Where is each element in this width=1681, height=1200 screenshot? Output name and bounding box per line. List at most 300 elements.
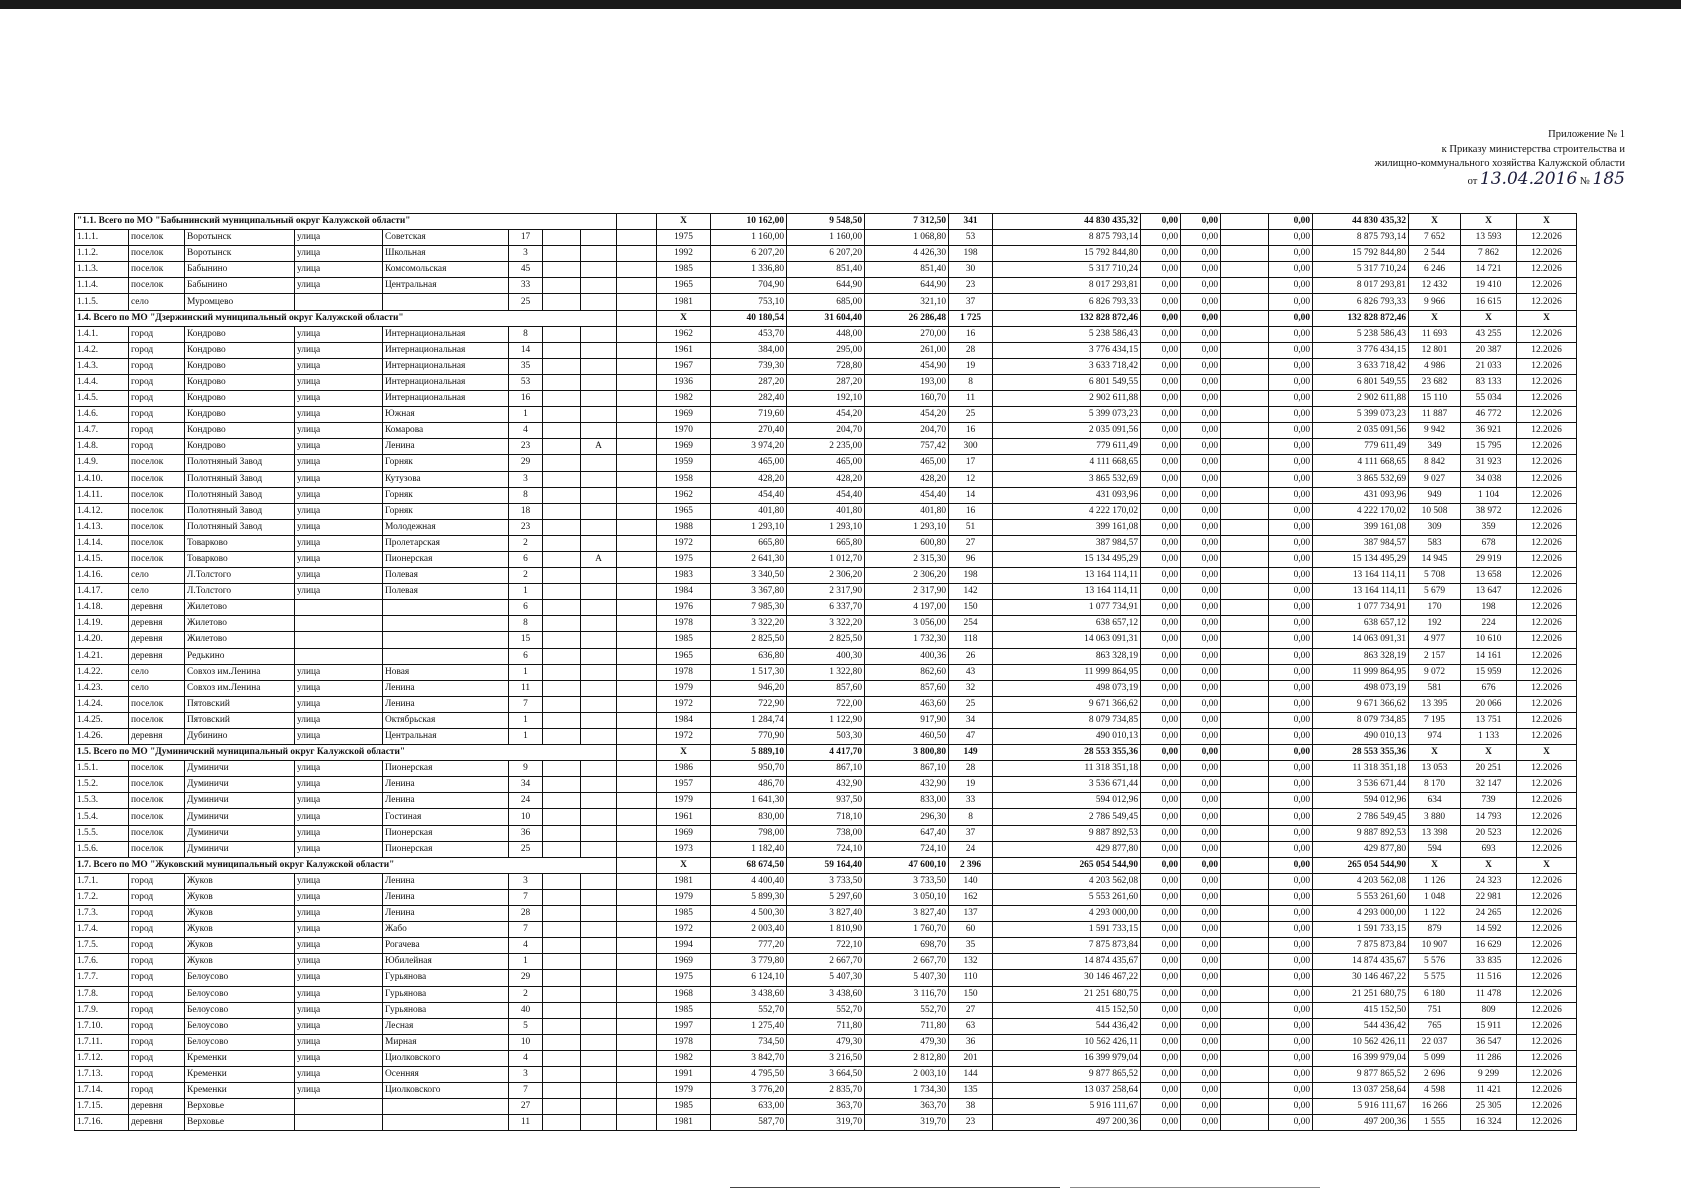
cell-residents: 23 [949, 1115, 993, 1131]
cell-building [543, 568, 581, 584]
cell-cost-total: 863 328,19 [993, 648, 1141, 664]
cell-residents: 25 [949, 696, 993, 712]
cell-letter: А [581, 551, 617, 567]
cell-spacer2 [1221, 535, 1269, 551]
table-row [75, 729, 1636, 745]
cell-regional: 0,00 [1181, 906, 1221, 922]
cell-letter [581, 584, 617, 600]
cell-street-type [295, 294, 383, 310]
cell-street-type: улица [295, 358, 383, 374]
cell-house: 34 [509, 777, 543, 793]
cell-building [543, 503, 581, 519]
cell-street: Интернациональная [383, 374, 509, 390]
cell-year: 1981 [657, 294, 711, 310]
cell-street-type: улица [295, 1083, 383, 1099]
cell-area-residents: 857,60 [865, 680, 949, 696]
cell-total-area: 486,70 [711, 777, 787, 793]
cell-living-area: 204,70 [787, 423, 865, 439]
cell-local: 2 786 549,45 [1313, 809, 1409, 825]
cell-total-area: 770,90 [711, 729, 787, 745]
cell-area-residents: 917,90 [865, 712, 949, 728]
cell-living-area: 2 667,70 [787, 954, 865, 970]
cell-area-residents: 1 732,30 [865, 632, 949, 648]
cell-spacer [617, 664, 657, 680]
cell-owners: 634 [1409, 793, 1461, 809]
cell-price: X [1517, 857, 1577, 873]
cell-living-area: 9 548,50 [787, 214, 865, 230]
cell-num: 1.7.12. [75, 1050, 129, 1066]
cell-letter [581, 761, 617, 777]
cell-settlement-type: поселок [129, 262, 185, 278]
cell-cost-total: 5 553 261,60 [993, 889, 1141, 905]
cell-fund: 0,00 [1141, 551, 1181, 567]
cell-area-residents: 7 312,50 [865, 214, 949, 230]
cell-fund: 0,00 [1141, 664, 1181, 680]
table-row [75, 503, 1636, 519]
cell-spacer [617, 391, 657, 407]
cell-house: 15 [509, 632, 543, 648]
cell-year: 1982 [657, 391, 711, 407]
cell-residents: 341 [949, 214, 993, 230]
cell-street-type [295, 616, 383, 632]
cell-letter [581, 664, 617, 680]
cell-owners: 15 110 [1409, 391, 1461, 407]
cell-spec: 38 972 [1461, 503, 1517, 519]
cell-settlement: Кондрово [185, 374, 295, 390]
cell-fund: 0,00 [1141, 1099, 1181, 1115]
cell-spacer [617, 1099, 657, 1115]
cell-house: 23 [509, 439, 543, 455]
cell-num: 1.4.11. [75, 487, 129, 503]
cell-local: 498 073,19 [1313, 680, 1409, 696]
table-row [75, 1115, 1636, 1131]
cell-regional: 0,00 [1181, 729, 1221, 745]
cell-letter [581, 632, 617, 648]
cell-spec: 36 921 [1461, 423, 1517, 439]
cell-spacer2 [1221, 519, 1269, 535]
cell-area-residents: 711,80 [865, 1018, 949, 1034]
cell-fund: 0,00 [1141, 793, 1181, 809]
cell-street: Гурьянова [383, 1002, 509, 1018]
cell-regional: 0,00 [1181, 487, 1221, 503]
cell-spacer2 [1221, 1066, 1269, 1082]
cell-settlement: Пятовский [185, 696, 295, 712]
cell-house: 1 [509, 584, 543, 600]
cell-building [543, 1034, 581, 1050]
cell-residents: 28 [949, 761, 993, 777]
cell-street: Интернациональная [383, 358, 509, 374]
cell-living-area: 454,40 [787, 487, 865, 503]
cell-settlement: Бабынино [185, 278, 295, 294]
cell-cost-total: 3 865 532,69 [993, 471, 1141, 487]
table-row [75, 1034, 1636, 1050]
cell-street-type [295, 648, 383, 664]
cell-total-area: 722,90 [711, 696, 787, 712]
cell-year: 1982 [657, 1050, 711, 1066]
cell-owners: 170 [1409, 600, 1461, 616]
cell-living-area: 6 337,70 [787, 600, 865, 616]
cell-residents: 34 [949, 712, 993, 728]
cell-spec: 20 251 [1461, 761, 1517, 777]
cell-regional: 0,00 [1181, 278, 1221, 294]
cell-residents: 37 [949, 294, 993, 310]
cell-year: 1972 [657, 922, 711, 938]
cell-settlement-type: село [129, 680, 185, 696]
cell-letter [581, 423, 617, 439]
cell-fund: 0,00 [1141, 1034, 1181, 1050]
cell-street-type: улица [295, 1034, 383, 1050]
cell-street: Рогачева [383, 938, 509, 954]
cell-fund: 0,00 [1141, 423, 1181, 439]
cell-settlement: Жилетово [185, 600, 295, 616]
cell-owners: 2 544 [1409, 246, 1461, 262]
cell-area-residents: 862,60 [865, 664, 949, 680]
cell-fund: 0,00 [1141, 761, 1181, 777]
cell-residents: 16 [949, 326, 993, 342]
cell-building [543, 262, 581, 278]
cell-house: 6 [509, 600, 543, 616]
cell-regional: 0,00 [1181, 938, 1221, 954]
cell-living-area: 2 835,70 [787, 1083, 865, 1099]
cell-area-residents: 1 760,70 [865, 922, 949, 938]
number-prefix: № [1579, 175, 1590, 187]
cell-residents: 19 [949, 358, 993, 374]
cell-other: 0,00 [1269, 439, 1313, 455]
cell-price: 12.2026 [1517, 230, 1577, 246]
cell-price: 12.2026 [1517, 342, 1577, 358]
cell-total-area: 3 367,80 [711, 584, 787, 600]
cell-spec: 29 919 [1461, 551, 1517, 567]
table-row [75, 519, 1636, 535]
table-row [75, 680, 1636, 696]
cell-regional: 0,00 [1181, 841, 1221, 857]
cell-total-area: 5 889,10 [711, 745, 787, 761]
cell-fund: 0,00 [1141, 214, 1181, 230]
cell-total-area: 10 162,00 [711, 214, 787, 230]
cell-building [543, 535, 581, 551]
cell-year: X [657, 310, 711, 326]
cell-num: 1.7.3. [75, 906, 129, 922]
cell-building [543, 1018, 581, 1034]
cell-price: 12.2026 [1517, 600, 1577, 616]
cell-other: 0,00 [1269, 294, 1313, 310]
cell-spacer [617, 906, 657, 922]
cell-street-type: улица [295, 487, 383, 503]
cell-num: 1.5.2. [75, 777, 129, 793]
cell-owners: 583 [1409, 535, 1461, 551]
cell-cost-total: 4 293 000,00 [993, 906, 1141, 922]
cell-residents: 150 [949, 986, 993, 1002]
cell-spacer2 [1221, 729, 1269, 745]
cell-year: 1968 [657, 986, 711, 1002]
cell-living-area: 3 216,50 [787, 1050, 865, 1066]
cell-settlement: Думиничи [185, 793, 295, 809]
cell-year: 1985 [657, 632, 711, 648]
cell-local: 15 134 495,29 [1313, 551, 1409, 567]
table-row [75, 616, 1636, 632]
cell-num: 1.4.8. [75, 439, 129, 455]
cell-residents: 201 [949, 1050, 993, 1066]
cell-settlement-type: город [129, 1034, 185, 1050]
cell-street-type: улица [295, 729, 383, 745]
cell-house: 1 [509, 954, 543, 970]
cell-local: 15 792 844,80 [1313, 246, 1409, 262]
cell-price: 12.2026 [1517, 632, 1577, 648]
cell-spec: 198 [1461, 600, 1517, 616]
cell-settlement-type: город [129, 1018, 185, 1034]
cell-spec: 32 147 [1461, 777, 1517, 793]
cell-letter [581, 889, 617, 905]
cell-living-area: 728,80 [787, 358, 865, 374]
cell-label: "1.1. Всего по МО "Бабынинский муниципальный округ Калужской области" [75, 214, 617, 230]
cell-settlement-type: деревня [129, 632, 185, 648]
cell-spacer [617, 342, 657, 358]
cell-street-type: улица [295, 439, 383, 455]
cell-residents: 26 [949, 648, 993, 664]
cell-spec: X [1461, 214, 1517, 230]
cell-spacer2 [1221, 841, 1269, 857]
cell-spacer [617, 922, 657, 938]
cell-year: 1972 [657, 696, 711, 712]
cell-spacer [617, 648, 657, 664]
cell-living-area: 867,10 [787, 761, 865, 777]
table-row [75, 889, 1636, 905]
cell-settlement: Дубинино [185, 729, 295, 745]
cell-house: 8 [509, 616, 543, 632]
cell-settlement-type: город [129, 954, 185, 970]
cell-local: 3 536 671,44 [1313, 777, 1409, 793]
cell-label: 1.7. Всего по МО "Жуковский муниципальный округ Калужской области" [75, 857, 617, 873]
cell-building [543, 519, 581, 535]
cell-area-residents: 2 315,30 [865, 551, 949, 567]
cell-owners: 14 945 [1409, 551, 1461, 567]
cell-total-area: 2 003,40 [711, 922, 787, 938]
cell-owners: 7 195 [1409, 712, 1461, 728]
cell-house: 1 [509, 729, 543, 745]
table-row [75, 841, 1636, 857]
cell-cost-total: 10 562 426,11 [993, 1034, 1141, 1050]
cell-settlement: Полотняный Завод [185, 487, 295, 503]
cell-year: 1969 [657, 407, 711, 423]
cell-total-area: 1 182,40 [711, 841, 787, 857]
cell-cost-total: 638 657,12 [993, 616, 1141, 632]
cell-settlement: Кондрово [185, 407, 295, 423]
cell-area-residents: 5 407,30 [865, 970, 949, 986]
cell-area-residents: 460,50 [865, 729, 949, 745]
cell-fund: 0,00 [1141, 938, 1181, 954]
cell-area-residents: 757,42 [865, 439, 949, 455]
table-row [75, 391, 1636, 407]
cell-cost-total: 779 611,49 [993, 439, 1141, 455]
cell-street: Пионерская [383, 761, 509, 777]
cell-fund: 0,00 [1141, 825, 1181, 841]
cell-regional: 0,00 [1181, 1050, 1221, 1066]
cell-area-residents: 432,90 [865, 777, 949, 793]
cell-settlement-type: поселок [129, 809, 185, 825]
cell-num: 1.4.15. [75, 551, 129, 567]
cell-spacer2 [1221, 358, 1269, 374]
cell-num: 1.4.6. [75, 407, 129, 423]
cell-year: 1984 [657, 712, 711, 728]
cell-spacer [617, 938, 657, 954]
cell-owners: X [1409, 310, 1461, 326]
table-row [75, 970, 1636, 986]
cell-street: Ленина [383, 889, 509, 905]
cell-local: 10 562 426,11 [1313, 1034, 1409, 1050]
cell-price: 12.2026 [1517, 1083, 1577, 1099]
cell-other: 0,00 [1269, 1050, 1313, 1066]
table-row [75, 487, 1636, 503]
cell-street: Гурьянова [383, 970, 509, 986]
cell-living-area: 711,80 [787, 1018, 865, 1034]
cell-street-type: улица [295, 455, 383, 471]
scan-bottom-line-2 [1070, 1187, 1320, 1188]
cell-settlement: Белоусово [185, 970, 295, 986]
cell-label: 1.4. Всего по МО "Дзержинский муниципальный округ Калужской области" [75, 310, 617, 326]
cell-settlement-type: город [129, 1083, 185, 1099]
cell-living-area: 3 664,50 [787, 1066, 865, 1082]
cell-street: Интернациональная [383, 391, 509, 407]
cell-regional: 0,00 [1181, 696, 1221, 712]
cell-fund: 0,00 [1141, 487, 1181, 503]
cell-year: 1978 [657, 616, 711, 632]
cell-area-residents: 1 293,10 [865, 519, 949, 535]
cell-cost-total: 9 877 865,52 [993, 1066, 1141, 1082]
cell-residents: 19 [949, 777, 993, 793]
cell-price: 12.2026 [1517, 326, 1577, 342]
cell-num: 1.1.4. [75, 278, 129, 294]
cell-street: Мирная [383, 1034, 509, 1050]
cell-owners: 1 126 [1409, 873, 1461, 889]
cell-price: 12.2026 [1517, 986, 1577, 1002]
cell-fund: 0,00 [1141, 407, 1181, 423]
cell-total-area: 1 160,00 [711, 230, 787, 246]
cell-local: 28 553 355,36 [1313, 745, 1409, 761]
cell-total-area: 4 500,30 [711, 906, 787, 922]
cell-fund: 0,00 [1141, 632, 1181, 648]
cell-spec: 359 [1461, 519, 1517, 535]
cell-building [543, 664, 581, 680]
cell-settlement: Жуков [185, 922, 295, 938]
cell-cost-total: 3 633 718,42 [993, 358, 1141, 374]
cell-street-type: улица [295, 793, 383, 809]
cell-other: 0,00 [1269, 809, 1313, 825]
cell-street: Школьная [383, 246, 509, 262]
cell-residents: 11 [949, 391, 993, 407]
table-row [75, 455, 1636, 471]
cell-year: 1985 [657, 906, 711, 922]
cell-cost-total: 132 828 872,46 [993, 310, 1141, 326]
cell-area-residents: 296,30 [865, 809, 949, 825]
cell-residents: 142 [949, 584, 993, 600]
cell-spec: 1 133 [1461, 729, 1517, 745]
cell-price: 12.2026 [1517, 407, 1577, 423]
cell-street-type: улица [295, 777, 383, 793]
cell-cost-total: 44 830 435,32 [993, 214, 1141, 230]
cell-fund: 0,00 [1141, 809, 1181, 825]
cell-fund: 0,00 [1141, 970, 1181, 986]
cell-house: 1 [509, 712, 543, 728]
cell-letter [581, 600, 617, 616]
cell-spacer2 [1221, 986, 1269, 1002]
cell-year: 1961 [657, 809, 711, 825]
cell-price: 12.2026 [1517, 1115, 1577, 1131]
cell-fund: 0,00 [1141, 922, 1181, 938]
cell-fund: 0,00 [1141, 584, 1181, 600]
cell-settlement-type: город [129, 439, 185, 455]
cell-spec: 19 410 [1461, 278, 1517, 294]
cell-year: 1976 [657, 600, 711, 616]
cell-regional: 0,00 [1181, 519, 1221, 535]
cell-area-residents: 3 733,50 [865, 873, 949, 889]
cell-regional: 0,00 [1181, 326, 1221, 342]
cell-building [543, 246, 581, 262]
cell-settlement-type: город [129, 873, 185, 889]
cell-street: Ленина [383, 680, 509, 696]
cell-house: 7 [509, 922, 543, 938]
cell-year: 1975 [657, 970, 711, 986]
cell-living-area: 937,50 [787, 793, 865, 809]
cell-num: 1.4.1. [75, 326, 129, 342]
table-row [75, 374, 1636, 390]
cell-area-residents: 724,10 [865, 841, 949, 857]
cell-street-type: улица [295, 1066, 383, 1082]
cell-num: 1.4.21. [75, 648, 129, 664]
cell-cost-total: 14 063 091,31 [993, 632, 1141, 648]
cell-residents: 27 [949, 535, 993, 551]
cell-num: 1.4.5. [75, 391, 129, 407]
cell-letter [581, 326, 617, 342]
cell-spec: 7 862 [1461, 246, 1517, 262]
cell-letter [581, 809, 617, 825]
cell-other: 0,00 [1269, 584, 1313, 600]
cell-spec: 14 721 [1461, 262, 1517, 278]
cell-house: 3 [509, 873, 543, 889]
cell-area-residents: 3 827,40 [865, 906, 949, 922]
cell-letter [581, 712, 617, 728]
cell-settlement-type: город [129, 407, 185, 423]
cell-spec: 676 [1461, 680, 1517, 696]
cell-residents: 300 [949, 439, 993, 455]
cell-num: 1.7.4. [75, 922, 129, 938]
cell-spacer [617, 551, 657, 567]
cell-price: 12.2026 [1517, 1002, 1577, 1018]
cell-local: 44 830 435,32 [1313, 214, 1409, 230]
cell-spec: X [1461, 745, 1517, 761]
cell-local: 14 063 091,31 [1313, 632, 1409, 648]
cell-building [543, 230, 581, 246]
cell-cost-total: 5 238 586,43 [993, 326, 1141, 342]
cell-settlement: Жилетово [185, 616, 295, 632]
cell-spacer [617, 326, 657, 342]
cell-house: 40 [509, 1002, 543, 1018]
cell-settlement-type: поселок [129, 503, 185, 519]
cell-other: 0,00 [1269, 889, 1313, 905]
cell-living-area: 465,00 [787, 455, 865, 471]
cell-settlement: Верховье [185, 1099, 295, 1115]
cell-other: 0,00 [1269, 632, 1313, 648]
cell-spacer [617, 519, 657, 535]
cell-spacer2 [1221, 616, 1269, 632]
cell-spacer2 [1221, 648, 1269, 664]
cell-building [543, 793, 581, 809]
cell-owners: X [1409, 857, 1461, 873]
cell-year: 1958 [657, 471, 711, 487]
cell-spacer2 [1221, 503, 1269, 519]
cell-settlement: Полотняный Завод [185, 471, 295, 487]
cell-total-area: 830,00 [711, 809, 787, 825]
table-row [75, 986, 1636, 1002]
